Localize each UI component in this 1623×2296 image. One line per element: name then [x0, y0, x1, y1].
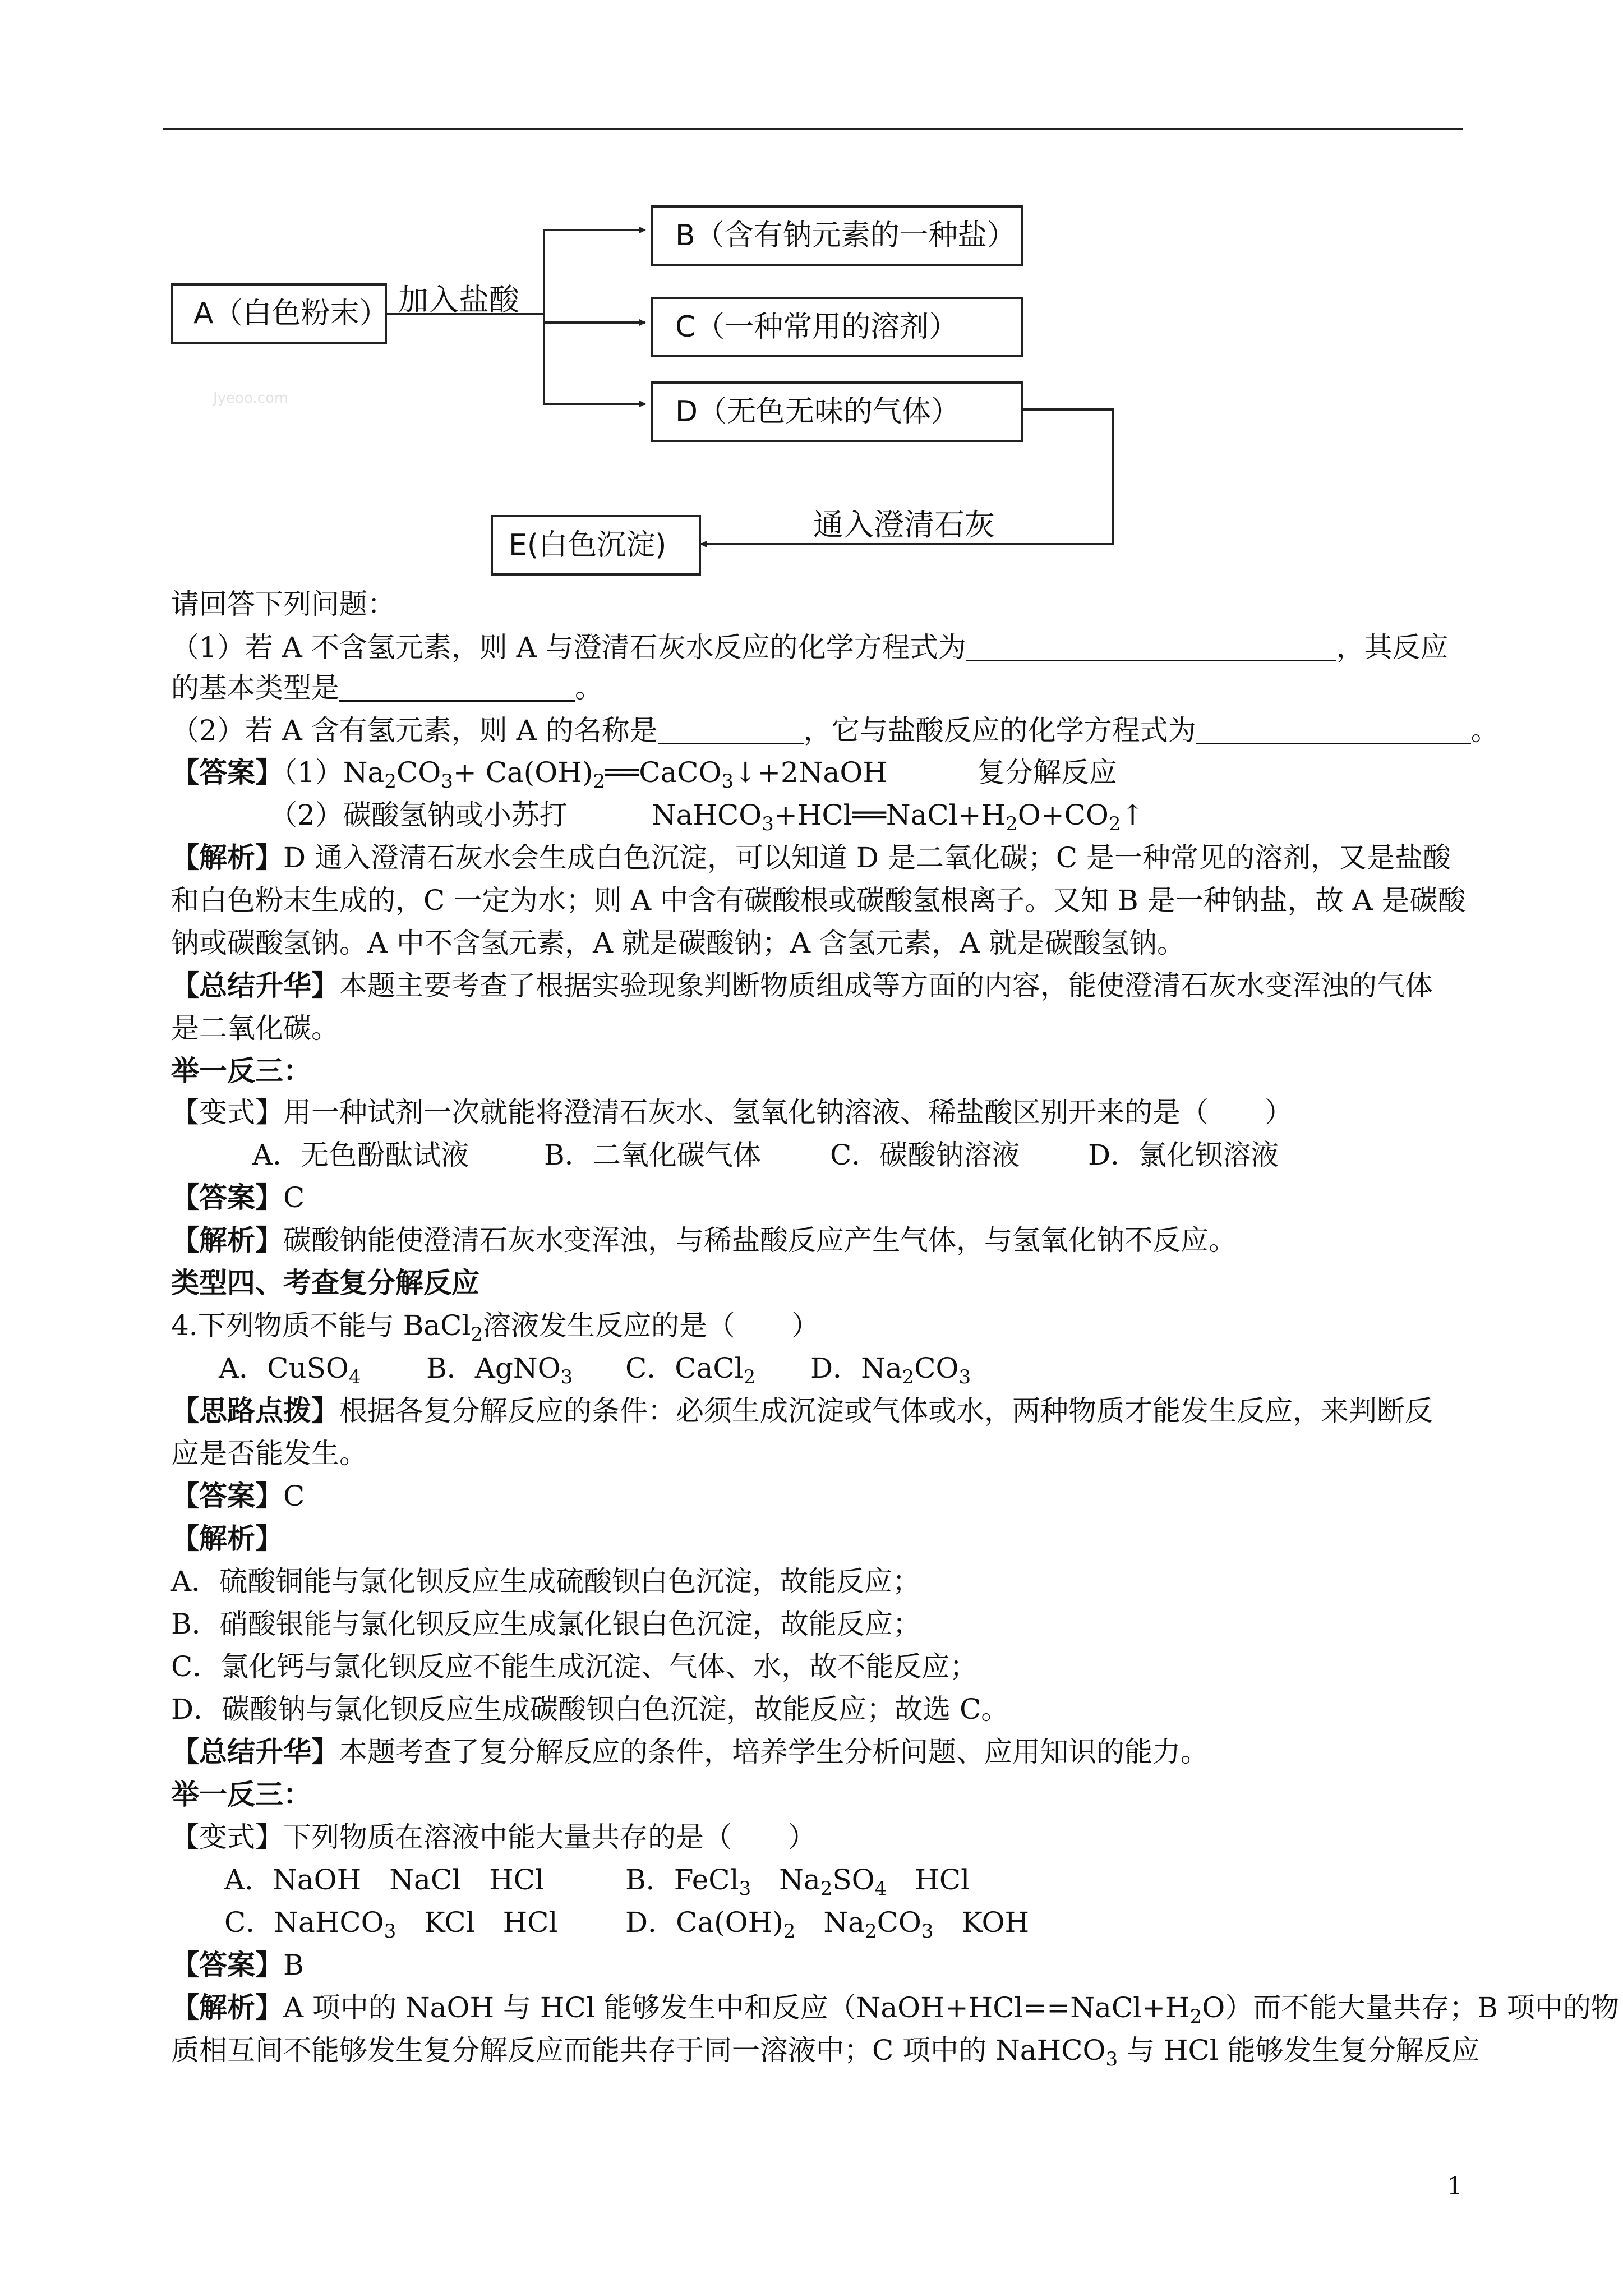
variant-2-options-row-2	[224, 1906, 1030, 1943]
analysis-5-text-1: A 项中的 NaOH 与 HCl 能够发生中和反应$(NaOH+HCl==NaCl+H_2O)$而不能大量共存；B 项中的物	[283, 1991, 1619, 2028]
answer-1-type: 复分解反应	[976, 756, 1117, 789]
think-4-text: 根据各复分解反应的条件：必须生成沉淀或气体或水，两种物质才能发生反应，来判断反	[339, 1395, 1433, 1427]
q4-option-a[interactable]: A．CuSO$_4$	[219, 1352, 361, 1388]
variant-1-question	[171, 1096, 1293, 1129]
question-4: 4.下列物质不能与 BaCl$_2$溶液发生反应的是（ ）	[171, 1309, 820, 1346]
variant-2-option-b[interactable]: B．FeCl$_3$ $Na_2SO_4$ HCl	[625, 1864, 970, 1900]
q1-text-b: ，其反应	[1336, 631, 1449, 664]
variant-2-option-c[interactable]: C．NaHCO$_3$ KCl HCl	[224, 1906, 558, 1943]
question-1-line-2	[171, 673, 603, 702]
answer-label: 【答案】	[171, 1181, 283, 1214]
variant-2-answer-value: B	[283, 1949, 304, 1981]
answer-1	[171, 756, 1117, 793]
diagram-box-d: D（无色无味的气体）	[651, 381, 1023, 442]
variant-2-text: 下列物质在溶液中能大量共存的是（ ）	[283, 1821, 816, 1853]
analysis-1-line-3: 钠或碳酸氢钠。A 中不含氢元素，A 就是碳酸钠；A 含氢元素，A 就是碳酸氢钠。	[171, 927, 1186, 959]
answer-2	[269, 799, 1145, 835]
analysis-label: 【解析】	[171, 841, 283, 874]
variant-label: 【变式】	[171, 1821, 283, 1853]
analysis-4-item-c: C．氯化钙与氯化钡反应不能生成沉淀、气体、水，故不能反应；	[171, 1650, 978, 1683]
analysis-1-text-1: D 通入澄清石灰水会生成白色沉淀，可以知道 D 是二氧化碳；C 是一种常见的溶剂，又是盐酸	[283, 841, 1451, 874]
analysis-label: 【解析】	[171, 1991, 283, 2024]
label-lime-water: 通入澄清石灰	[813, 507, 995, 542]
watermark: Jyeoo.com	[213, 390, 289, 407]
variant-1-option-d[interactable]: D．氯化钡溶液	[1088, 1139, 1279, 1171]
q1-blank-type[interactable]	[339, 673, 575, 702]
variant-1-text: 用一种试剂一次就能将澄清石灰水、氢氧化钠溶液、稀盐酸区别开来的是（ ）	[283, 1096, 1293, 1129]
answer-label: 【答案】	[171, 1479, 283, 1512]
question-2	[171, 714, 1499, 747]
q1-text-a: （1）若 A 不含氢元素，则 A 与澄清石灰水反应的化学方程式为	[171, 631, 966, 664]
diagram-box-c: C（一种常用的溶剂）	[651, 297, 1023, 357]
variant-label: 【变式】	[171, 1096, 283, 1129]
analysis-5-line-1	[171, 1991, 1619, 2028]
analysis-4-item-d: D．碳酸钠与氯化钡反应生成碳酸钡白色沉淀，故能反应；故选 C。	[171, 1693, 1009, 1726]
q4-option-d[interactable]: D．$Na_2CO_3$	[810, 1352, 971, 1388]
label-add-acid: 加入盐酸	[398, 282, 519, 318]
variant-2-option-a[interactable]: A．NaOH NaCl HCl	[224, 1864, 544, 1896]
q4-text-b: 溶液发生反应的是（ ）	[483, 1309, 820, 1342]
answer-2-name: （2）碳酸氢钠或小苏打	[269, 799, 568, 831]
q4-option-c[interactable]: C．CaCl$_2$	[625, 1352, 756, 1388]
answer-label: 【答案】	[171, 756, 283, 789]
diagram-box-b: B（含有钠元素的一种盐）	[651, 205, 1023, 266]
variant-1-analysis-text: 碳酸钠能使澄清石灰水变浑浊，与稀盐酸反应产生气体，与氢氧化钠不反应。	[283, 1224, 1237, 1257]
analysis-1-line-2: 和白色粉末生成的，C 一定为水；则 A 中含有碳酸根或碳酸氢根离子。又知 B 是一种钠盐，故 A 是碳酸	[171, 884, 1466, 917]
question-intro: 请回答下列问题：	[171, 588, 395, 620]
analysis-1-line-1	[171, 841, 1451, 874]
q2-text-a: （2）若 A 含有氢元素，则 A 的名称是	[171, 714, 658, 747]
answer-4	[171, 1479, 305, 1512]
variant-2-question	[171, 1823, 816, 1851]
think-label: 【思路点拨】	[171, 1394, 339, 1427]
summary-4-text: 本题考查了复分解反应的条件，培养学生分析问题、应用知识的能力。	[339, 1736, 1209, 1768]
answer-label: 【答案】	[171, 1948, 283, 1981]
section-title-type-4: 类型四、考查复分解反应	[171, 1266, 479, 1299]
summary-label: 【总结升华】	[171, 969, 339, 1002]
summary-1-line-1	[171, 969, 1433, 1002]
analysis-5-line-2: 质相互间不能够发生复分解反应而能共存于同一溶液中；C 项中的 NaHCO$_3$ 与 HCl 能够发生复分解反应	[171, 2034, 1480, 2070]
q2-blank-equation[interactable]	[1196, 716, 1471, 744]
question-1-line-1	[171, 631, 1449, 664]
think-4-line-2: 应是否能发生。	[171, 1437, 367, 1470]
variant-1-option-c[interactable]: C．碳酸钠溶液	[830, 1139, 1020, 1171]
practice-heading-1: 举一反三：	[171, 1054, 311, 1087]
practice-heading-2: 举一反三：	[171, 1778, 311, 1811]
answer-1-equation: $(1)Na_2CO_3+$ $Ca(OH)_2══CaCO_3↓+2NaOH$	[283, 756, 887, 793]
page-number: 1	[1447, 2172, 1463, 2201]
analysis-5-text-2b: 与 HCl 能够发生复分解反应	[1118, 2034, 1480, 2067]
analysis-5-text-2a: 质相互间不能够发生复分解反应而能共存于同一溶液中；C 项中的 NaHCO	[171, 2034, 1106, 2067]
variant-1-analysis	[171, 1223, 1237, 1257]
variant-2-options-row-1	[224, 1864, 970, 1900]
q1-text-d: 。	[575, 671, 603, 704]
q2-text-b: ，它与盐酸反应的化学方程式为	[803, 714, 1196, 747]
q2-text-c: 。	[1470, 714, 1499, 747]
summary-label: 【总结升华】	[171, 1735, 339, 1768]
summary-1-text: 本题主要考查了根据实验现象判断物质组成等方面的内容，能使澄清石灰水变浑浊的气体	[339, 969, 1433, 1002]
diagram-box-e: E(白色沉淀)	[491, 515, 701, 576]
variant-1-options	[252, 1141, 1279, 1169]
analysis-4-item-b: B．硝酸银能与氯化钡反应生成氯化银白色沉淀，故能反应；	[171, 1608, 921, 1640]
analysis-4-item-a: A．硫酸铜能与氯化钡反应生成硫酸钡白色沉淀，故能反应；	[171, 1565, 921, 1598]
q1-blank-equation[interactable]	[966, 633, 1336, 661]
answer-2-equation: $NaHCO_3+HCl══NaCl+H_2O+CO_2↑$	[651, 799, 1145, 835]
q1-text-c: 的基本类型是	[171, 671, 339, 704]
variant-2-answer	[171, 1948, 304, 1981]
q4-option-b[interactable]: B．AgNO$_3$	[426, 1352, 573, 1388]
summary-4	[171, 1735, 1209, 1768]
diagram-box-a: A（白色粉末）	[171, 283, 387, 344]
q4-text-a: 4.下列物质不能与 BaCl	[171, 1309, 471, 1342]
variant-1-option-b[interactable]: B．二氧化碳气体	[544, 1139, 761, 1171]
analysis-label: 【解析】	[171, 1223, 283, 1257]
variant-1-option-a[interactable]: A．无色酚酞试液	[252, 1139, 469, 1171]
reaction-diagram	[0, 0, 1623, 583]
q2-blank-name[interactable]	[658, 716, 804, 744]
question-4-options	[219, 1352, 971, 1388]
analysis-4-label: 【解析】	[171, 1522, 283, 1555]
think-4-line-1	[171, 1394, 1433, 1427]
variant-2-option-d[interactable]: D．$Ca(OH)_2$ $Na_2CO_3$ KOH	[625, 1906, 1030, 1943]
answer-4-value: C	[283, 1480, 305, 1512]
summary-1-line-2: 是二氧化碳。	[171, 1012, 339, 1045]
variant-1-answer	[171, 1181, 305, 1214]
variant-1-answer-value: C	[283, 1181, 305, 1214]
